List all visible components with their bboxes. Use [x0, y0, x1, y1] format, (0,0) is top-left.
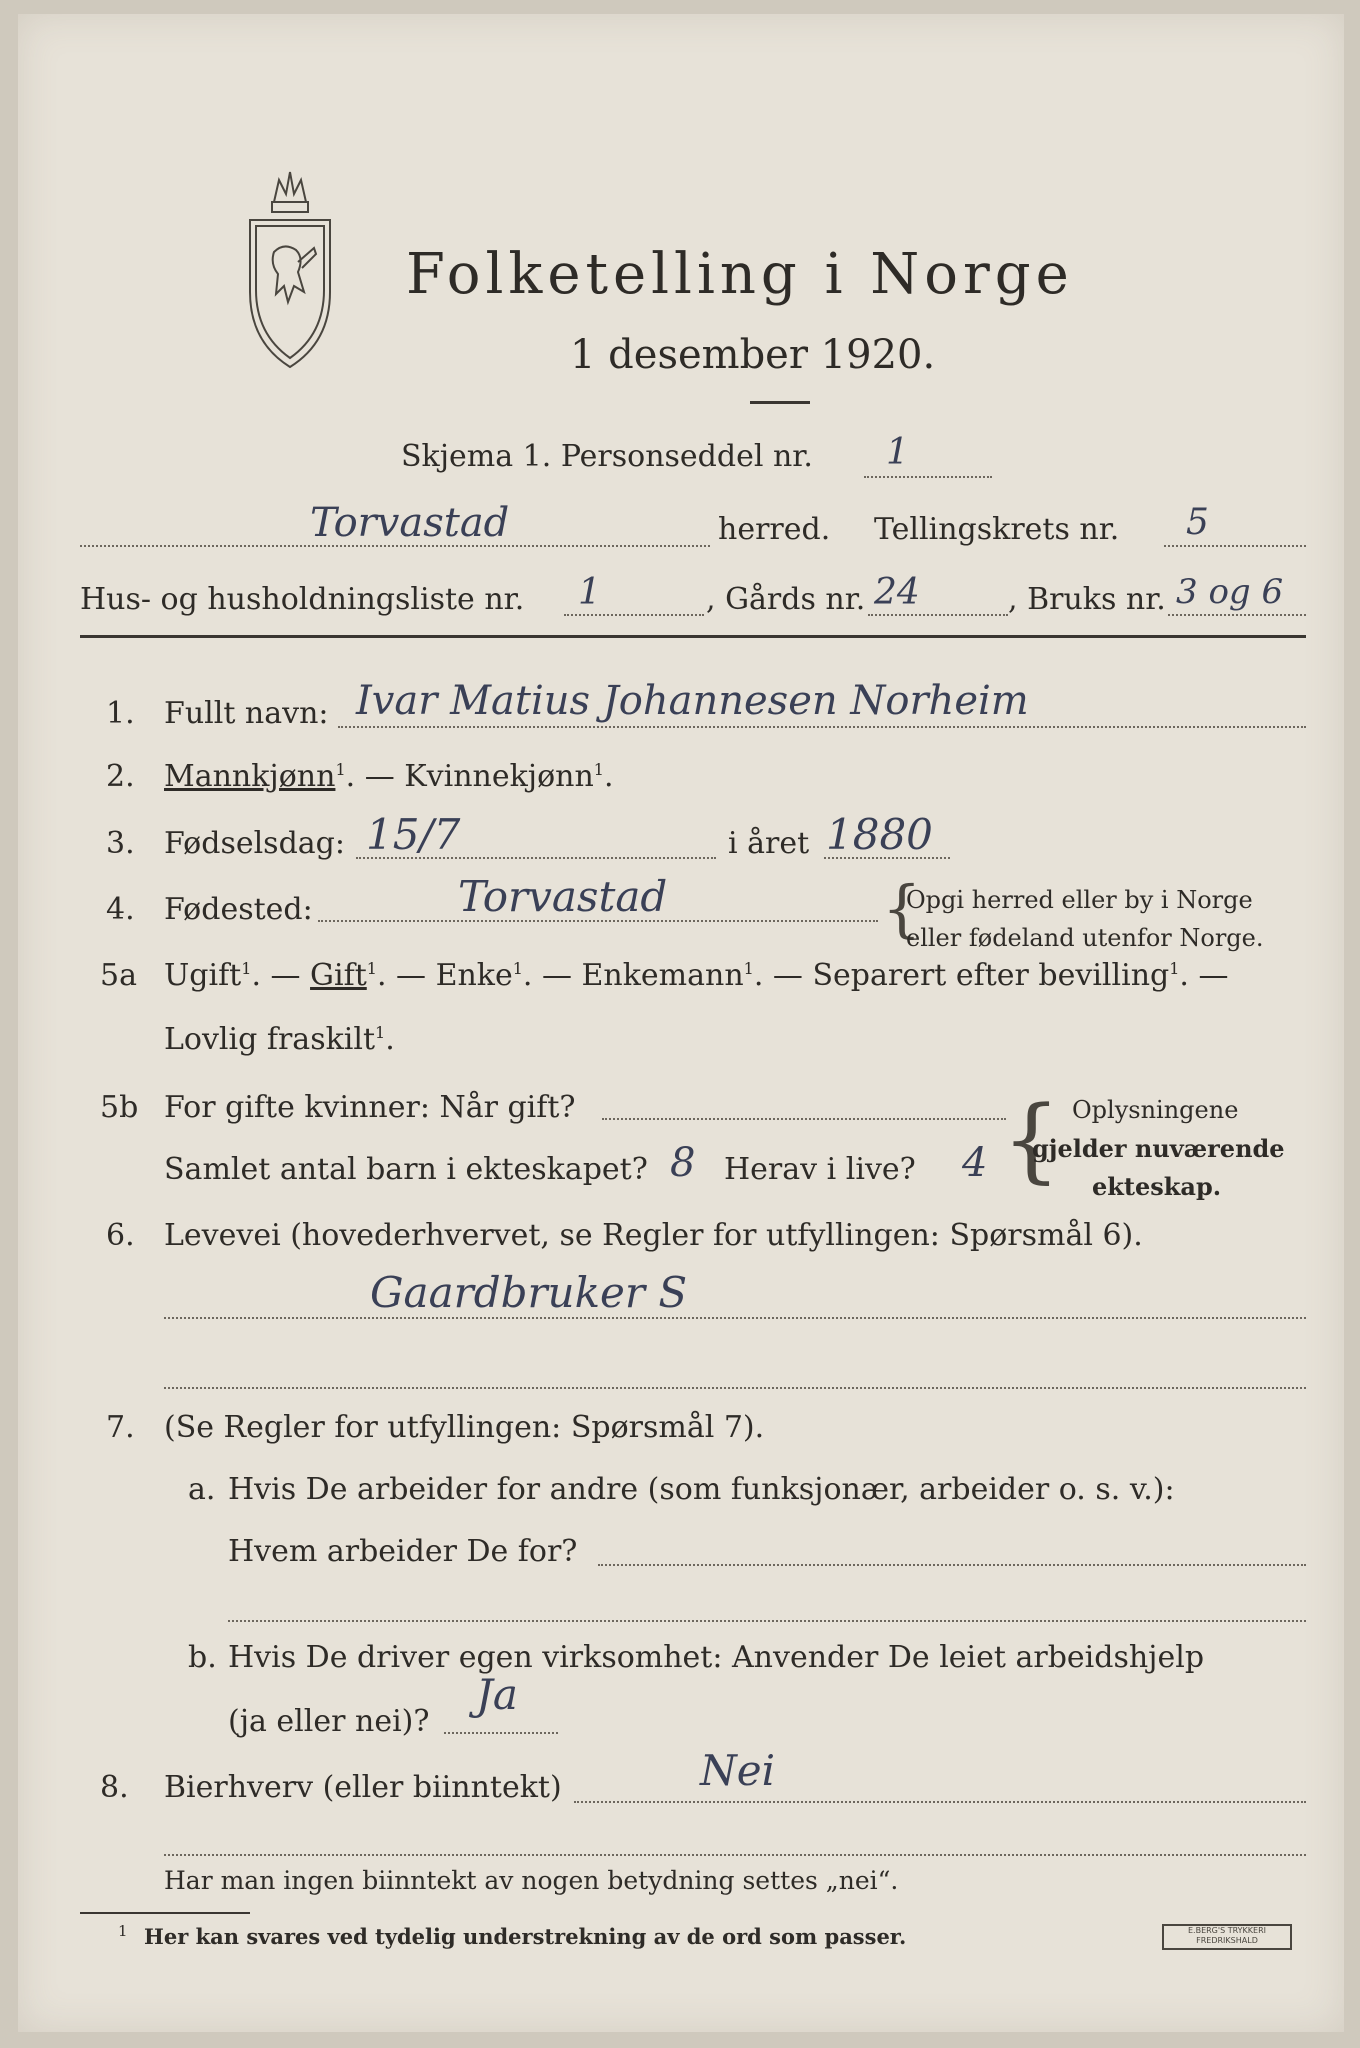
q3-label: Fødselsdag:: [164, 826, 345, 861]
birth-year-value: 1880: [826, 810, 933, 859]
gards-label: , Gårds nr.: [706, 582, 866, 617]
birthplace-value: Torvastad: [458, 872, 668, 921]
hus-label: Hus- og husholdningsliste nr.: [80, 582, 525, 617]
q5b-number: 5b: [100, 1090, 139, 1125]
census-form-sheet: [18, 14, 1344, 2032]
side-income-line-1: [574, 1801, 1306, 1803]
title-divider: [750, 401, 810, 404]
q2-end: .: [603, 759, 614, 794]
children-total-value: 8: [670, 1140, 696, 1186]
q5b-note-3: ekteskap.: [1092, 1172, 1222, 1201]
q4-number: 4.: [106, 892, 135, 927]
q5b-married-when-label: For gifte kvinner: Når gift?: [164, 1090, 576, 1125]
ugift-option: Ugift: [164, 958, 242, 993]
census-date: 1 desember 1920.: [570, 332, 936, 378]
footnote-ref: 1: [743, 959, 754, 978]
form-title: Folketelling i Norge: [406, 242, 1074, 307]
bruks-label: , Bruks nr.: [1008, 582, 1166, 617]
bruks-line: [1168, 614, 1306, 616]
q2-number: 2.: [106, 759, 135, 794]
q5a-tail: . —: [1179, 958, 1229, 993]
employer-line-1: [598, 1564, 1306, 1566]
herred-label: herred.: [718, 512, 831, 547]
q5a-separator: . —: [251, 958, 311, 993]
footnote-ref: 1: [375, 1023, 386, 1042]
coat-of-arms-icon: [244, 162, 336, 372]
q3-number: 3.: [106, 826, 135, 861]
q2-separator: . —: [345, 759, 405, 794]
footnote-ref: 1: [366, 959, 377, 978]
tellingskrets-label: Tellingskrets nr.: [874, 512, 1120, 547]
fraskilt-option: Lovlig fraskilt: [164, 1022, 376, 1057]
personseddel-value: 1: [886, 432, 909, 473]
footnote-mark: 1: [118, 1922, 128, 1940]
footnote-rule: [80, 1912, 250, 1914]
q7b-label: Hvis De driver egen virksomhet: Anvender De leiet arbeidshjelp: [228, 1640, 1205, 1675]
q1-line: [338, 726, 1306, 728]
header-rule: [80, 635, 1306, 638]
q5a-separator: . —: [522, 958, 582, 993]
separert-option: Separert efter bevilling: [812, 958, 1170, 993]
q5b-alive-label: Herav i live?: [724, 1152, 916, 1187]
q7a-letter: a.: [188, 1472, 216, 1507]
personseddel-line: [864, 476, 992, 478]
footnote-ref: 1: [1169, 959, 1180, 978]
q8-label: Bierhverv (eller biinntekt): [164, 1770, 562, 1805]
footnote-ref: 1: [593, 760, 604, 779]
tellingskrets-line: [1164, 545, 1306, 547]
bruks-value: 3 og 6: [1176, 572, 1284, 612]
hus-line: [564, 614, 704, 616]
q5b-note-1: Oplysningene: [1072, 1096, 1239, 1124]
footnote-ref: 1: [512, 959, 523, 978]
employer-line-2: [228, 1620, 1306, 1622]
gards-line: [868, 614, 1008, 616]
q4-brace: {: [882, 872, 922, 945]
footnote-ref: 1: [241, 959, 252, 978]
gards-value: 24: [874, 572, 920, 613]
male-option: Mannkjønn: [164, 759, 336, 794]
q7b-line: [444, 1732, 558, 1734]
printer-line-1: E.BERG'S TRYKKERI: [1187, 1926, 1266, 1935]
birthday-value: 15/7: [366, 810, 461, 859]
married-when-line: [602, 1118, 1006, 1120]
full-name-value: Ivar Matius Johannesen Norheim: [356, 678, 1029, 724]
female-option: Kvinnekjønn: [404, 759, 594, 794]
q5b-note-2: gjelder nuværende: [1032, 1134, 1285, 1163]
q7a-label: Hvis De arbeider for andre (som funksjonær, arbeider o. s. v.):: [228, 1472, 1175, 1507]
q2-options: [164, 759, 614, 794]
printer-line-2: FREDRIKSHALD: [1196, 1936, 1258, 1945]
tellingskrets-value: 5: [1186, 502, 1209, 543]
hus-value: 1: [578, 572, 601, 613]
gift-option: Gift: [310, 958, 367, 993]
q5b-children-label: Samlet antal barn i ekteskapet?: [164, 1152, 648, 1187]
q1-label: Fullt navn:: [164, 696, 329, 731]
occupation-line-2: [164, 1387, 1306, 1389]
occupation-value: Gaardbruker S: [370, 1268, 688, 1317]
q4-note-2: eller fødeland utenfor Norge.: [906, 924, 1264, 952]
side-income-line-2: [164, 1854, 1306, 1856]
municipality-value: Torvastad: [310, 500, 510, 546]
q7a-employer-label: Hvem arbeider De for?: [228, 1534, 578, 1569]
q5a-separator: . —: [753, 958, 813, 993]
q7-label: (Se Regler for utfyllingen: Spørsmål 7).: [164, 1410, 765, 1445]
q7b-letter: b.: [188, 1640, 217, 1675]
fraskilt-line: [164, 1022, 395, 1057]
hired-help-value: Ja: [476, 1670, 518, 1719]
q6-label: Levevei (hovederhvervet, se Regler for utfyllingen: Spørsmål 6).: [164, 1218, 1143, 1253]
footnote-text: Her kan svares ved tydelig understrekning av de ord som passer.: [144, 1924, 907, 1949]
q6-number: 6.: [106, 1218, 135, 1253]
q4-label: Fødested:: [164, 892, 313, 927]
marital-options: [164, 958, 1229, 993]
q5b-brace: {: [1002, 1086, 1061, 1193]
q4-note-1: Opgi herred eller by i Norge: [906, 886, 1253, 914]
footer-note: Har man ingen biinntekt av nogen betydning settes „nei“.: [164, 1866, 899, 1895]
q8-number: 8.: [100, 1770, 129, 1805]
q5a-end: .: [385, 1022, 395, 1057]
q1-number: 1.: [106, 696, 135, 731]
schema-label: Skjema 1. Personseddel nr.: [401, 439, 813, 474]
enkemann-option: Enkemann: [581, 958, 744, 993]
footnote-ref: 1: [335, 760, 346, 779]
side-income-value: Nei: [700, 1746, 776, 1795]
q5a-number: 5a: [100, 958, 137, 993]
q7b-yesno-label: (ja eller nei)?: [228, 1704, 430, 1739]
occupation-line-1: [164, 1317, 1306, 1319]
q7-number: 7.: [106, 1410, 135, 1445]
year-label: i året: [728, 826, 810, 861]
enke-option: Enke: [435, 958, 513, 993]
children-alive-value: 4: [962, 1140, 988, 1186]
printer-mark: [1162, 1924, 1292, 1950]
q5a-separator: . —: [376, 958, 436, 993]
